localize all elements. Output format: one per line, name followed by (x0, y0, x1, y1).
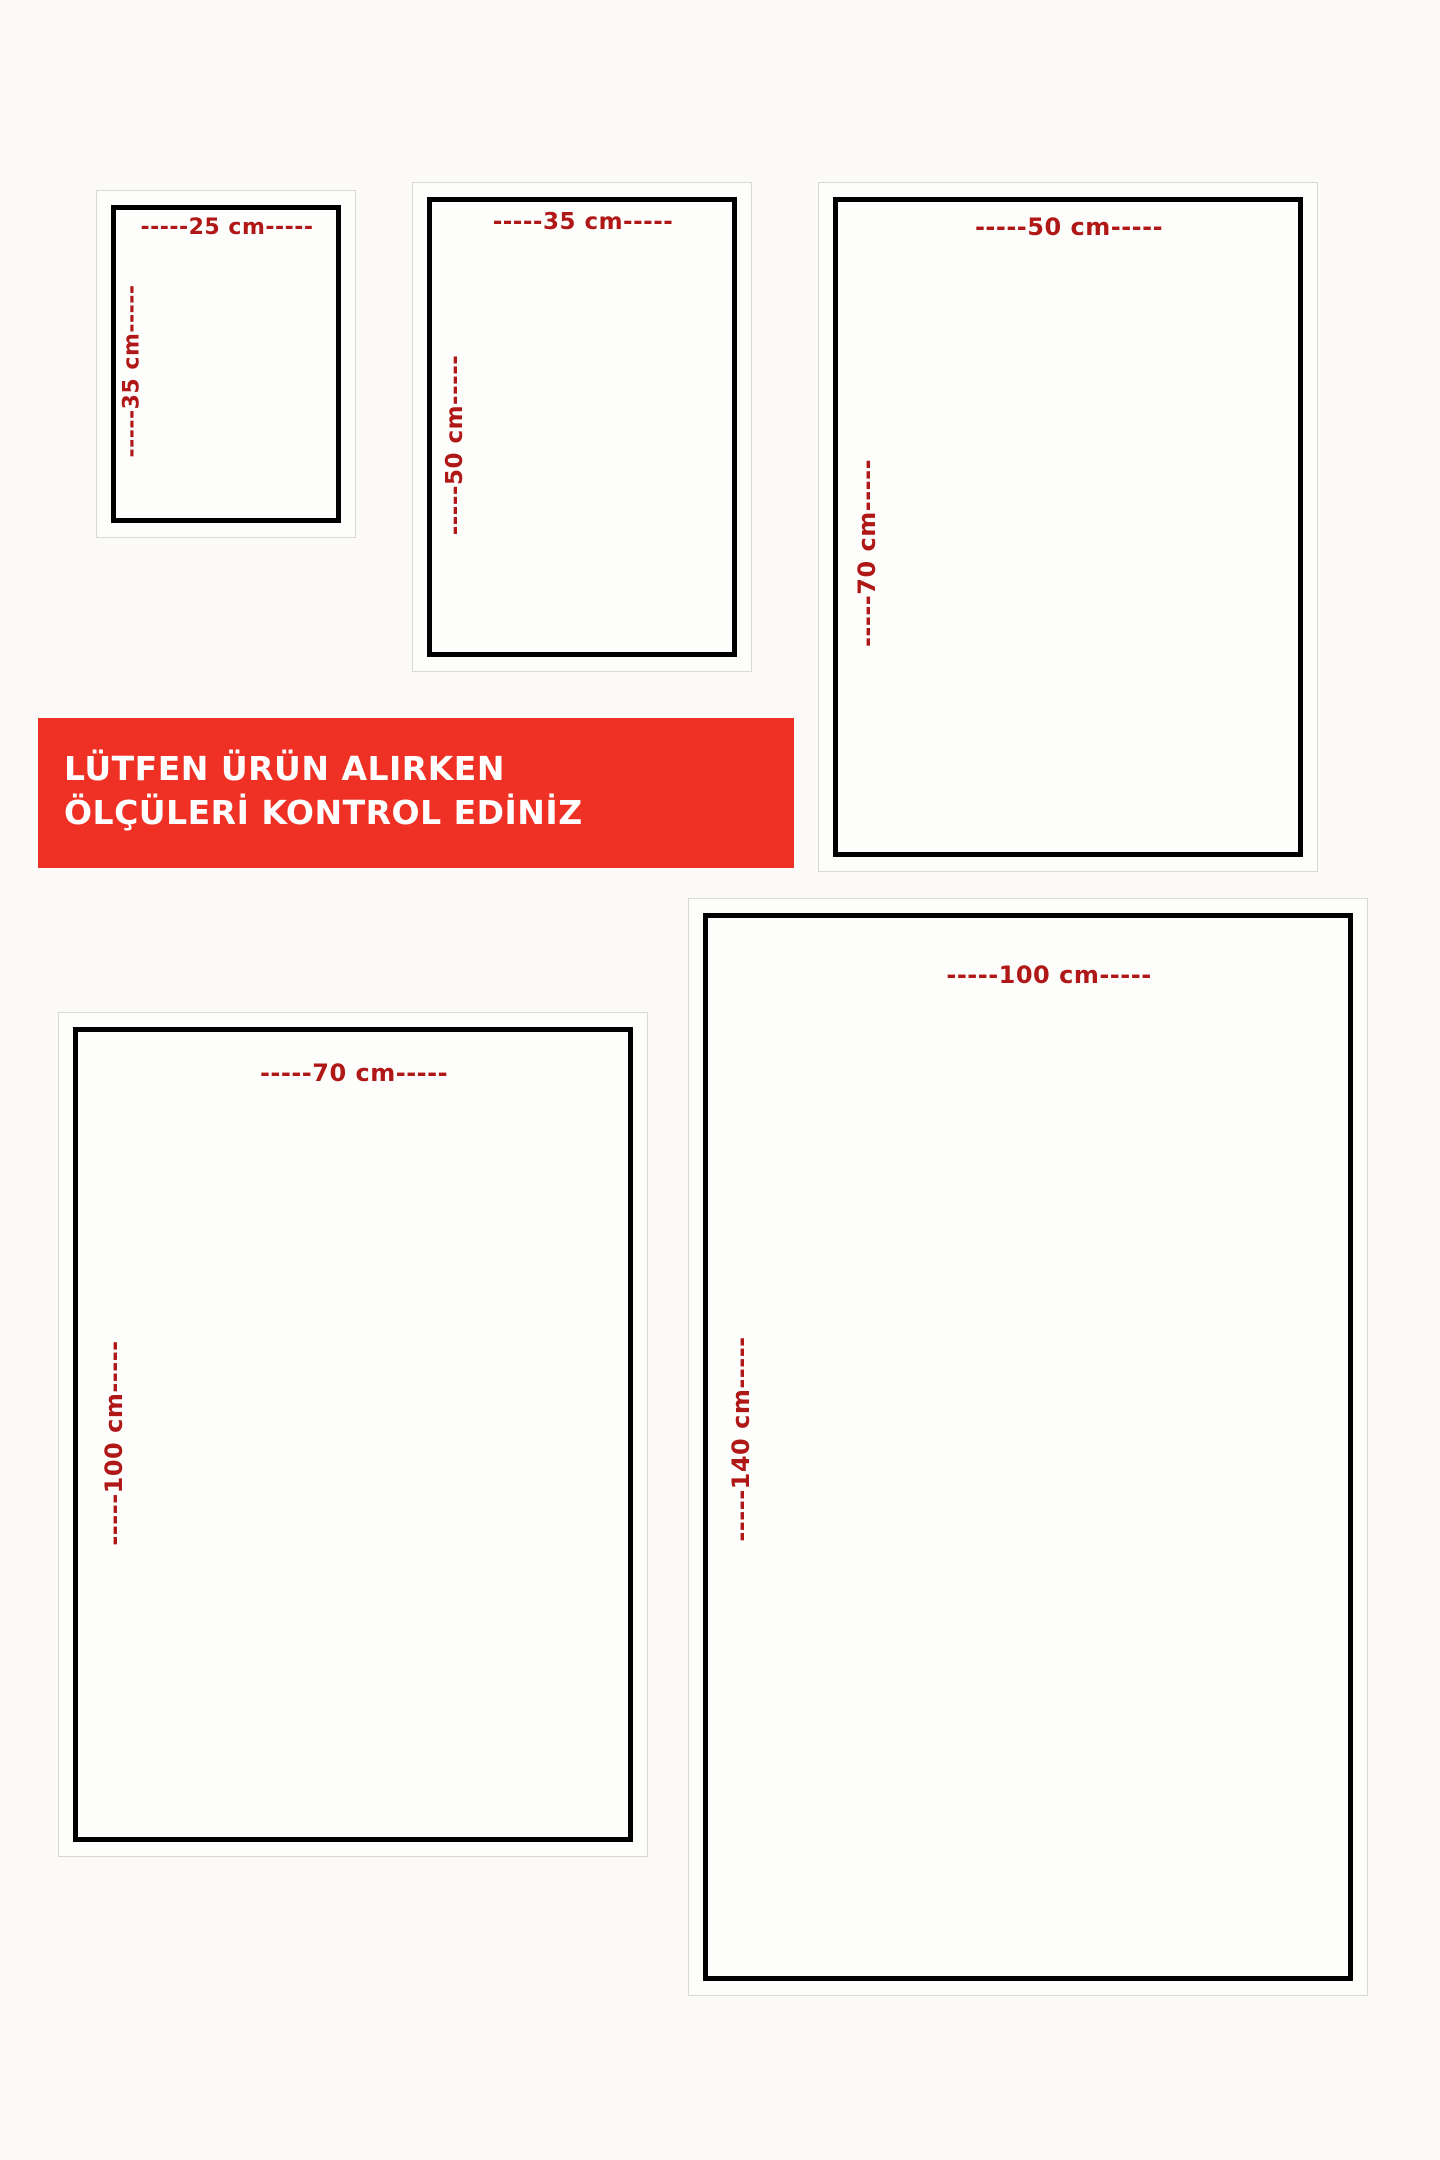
frame-70x100 (58, 1012, 648, 1857)
frame-25x35-width-label: -----25 cm----- (140, 215, 314, 240)
frame-35x50-width-label: -----35 cm----- (492, 209, 674, 235)
frame-70x100-width-label: -----70 cm----- (259, 1059, 449, 1087)
frame-25x35 (96, 190, 356, 538)
frame-50x70-height-label: -----70 cm----- (853, 458, 881, 648)
frame-50x70 (818, 182, 1318, 872)
frame-50x70-inner (833, 197, 1303, 857)
frame-100x140-height-label: -----140 cm----- (727, 1336, 755, 1542)
frame-35x50-inner (427, 197, 737, 657)
frame-70x100-inner (73, 1027, 633, 1842)
warning-line-2: ÖLÇÜLERİ KONTROL EDİNİZ (64, 793, 583, 832)
frame-100x140 (688, 898, 1368, 1996)
frame-100x140-inner (703, 913, 1353, 1981)
frame-35x50 (412, 182, 752, 672)
frame-25x35-inner (111, 205, 341, 523)
frame-25x35-height-label: -----35 cm----- (119, 284, 145, 458)
frame-100x140-width-label: -----100 cm----- (946, 961, 1152, 989)
frame-70x100-height-label: -----100 cm----- (100, 1340, 128, 1546)
warning-line-1: LÜTFEN ÜRÜN ALIRKEN (64, 749, 505, 789)
warning-banner (38, 718, 794, 868)
frame-50x70-width-label: -----50 cm----- (974, 213, 1164, 241)
frame-35x50-height-label: -----50 cm----- (442, 354, 468, 536)
